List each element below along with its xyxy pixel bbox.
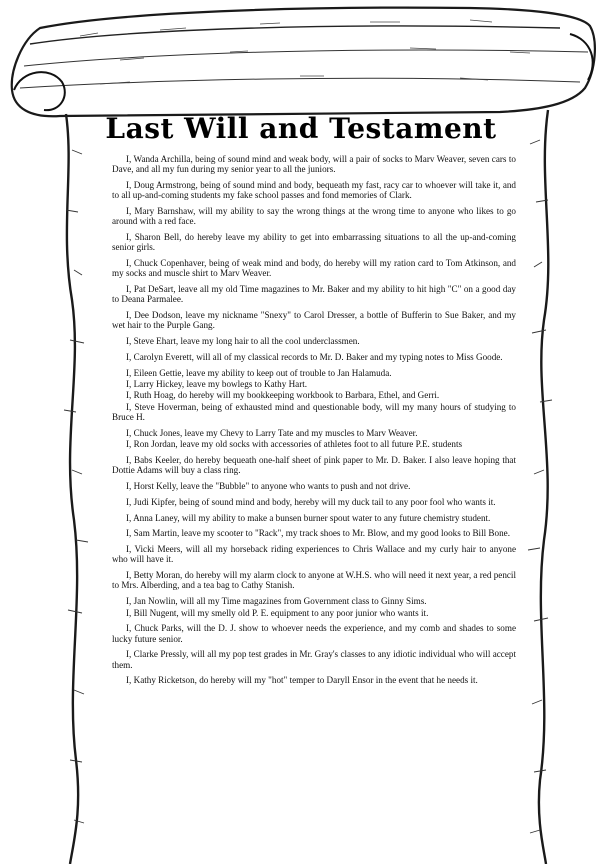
will-entry: I, Steve Hoverman, being of exhausted mind and questionable body, will my many hours of studying to Bruce H. <box>112 401 516 422</box>
will-entry: I, Carolyn Everett, will all of my classical records to Mr. D. Baker and my typing notes to Miss Goode. <box>126 351 503 362</box>
will-entry: I, Bill Nugent, will my smelly old P. E. equipment to any poor junior who wants it. <box>126 607 429 618</box>
will-entry: I, Clarke Pressly, will all my pop test grades in Mr. Gray's classes to any idiotic individual who will accept them. <box>112 649 516 670</box>
will-entry: I, Judi Kipfer, being of sound mind and body, hereby will my duck tail to any poor fool who wants it. <box>126 496 496 507</box>
will-entry: I, Babs Keeler, do hereby bequeath one-half sheet of pink paper to Mr. D. Baker. I also leave hoping that Dottie Adams will buy a class ring. <box>112 454 516 476</box>
will-entry: I, Steve Ehart, leave my long hair to all the cool underclassmen. <box>126 336 360 346</box>
will-entry: I, Horst Kelly, leave the "Bubble" to anyone who wants to push and not drive. <box>126 480 411 491</box>
will-entry: I, Dee Dodson, leave my nickname "Snexy" to Carol Dresser, a bottle of Bufferin to Sue Baker, and my wet hair to the Purple Gang. <box>112 310 516 331</box>
page-title: Last Will and Testament <box>105 112 497 145</box>
will-entry: I, Vicki Meers, will all my horseback riding experiences to Chris Wallace and my curly hair to anyone who will have it. <box>112 544 516 565</box>
will-entry: I, Kathy Ricketson, do hereby will my "hot" temper to Daryll Ensor in the event that he needs it. <box>126 675 478 686</box>
will-entry: I, Chuck Jones, leave my Chevy to Larry Tate and my muscles to Marv Weaver. <box>126 427 418 438</box>
will-entry: I, Ruth Hoag, do hereby will my bookkeeping workbook to Barbara, Ethel, and Gerri. <box>126 390 440 401</box>
will-entry: I, Sam Martin, leave my scooter to "Rack", my track shoes to Mr. Blow, and my good looks to Bill Bone. <box>126 528 510 539</box>
will-entry: I, Larry Hickey, leave my bowlegs to Kathy Hart. <box>126 378 308 389</box>
will-entry: I, Wanda Archilla, being of sound mind and weak body, will a pair of socks to Marv Weaver, seven cars to Dave, and all my fun during my senior year to all the juniors. <box>112 154 516 175</box>
will-entry: I, Chuck Copenhaver, being of weak mind and body, do hereby will my ration card to Tom Atkinson, and my socks and muscle shirt to Marv Weaver. <box>112 258 516 279</box>
will-entry: I, Eileen Gettie, leave my ability to keep out of trouble to Jan Halamuda. <box>126 367 392 378</box>
will-entry: I, Ron Jordan, leave my old socks with accessories of athletes foot to all future P.E. students <box>126 439 463 450</box>
will-entry: I, Betty Moran, do hereby will my alarm clock to anyone at W.H.S. who will need it next year, a red pencil to Mrs. Alberding, and a tea bag to Cathy Stanish. <box>112 570 516 591</box>
will-entry: I, Mary Barnshaw, will my ability to say the wrong things at the wrong time to anyone who likes to go around with a red face. <box>112 206 516 227</box>
will-entry: I, Jan Nowlin, will all my Time magazines from Government class to Ginny Sims. <box>126 596 427 607</box>
will-entry: I, Pat DeSart, leave all my old Time magazines to Mr. Baker and my ability to hit high "C" on a good day to Deana Parmalee. <box>112 284 516 305</box>
will-entry: I, Doug Armstrong, being of sound mind and body, bequeath my fast, racy car to whoever will take it, and to all up-and-coming students my fake school passes and fond memories of Clark. <box>112 180 516 201</box>
will-entry: I, Chuck Parks, will the D. J. show to whoever needs the experience, and my comb and shades to some lucky future senior. <box>112 623 516 644</box>
will-entry: I, Anna Laney, will my ability to make a bunsen burner spout water to any future chemistry student. <box>126 512 491 523</box>
testament-body <box>112 154 516 686</box>
will-entry: I, Sharon Bell, do hereby leave my ability to get into embarrassing situations to all the up-and-coming senior girls. <box>112 232 516 253</box>
